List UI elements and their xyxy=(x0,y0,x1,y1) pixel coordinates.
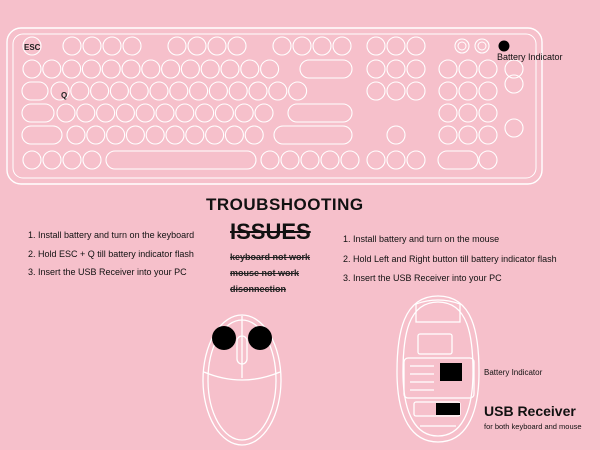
keyboard-key xyxy=(293,37,311,55)
keyboard-key xyxy=(82,60,100,78)
keyboard-keys xyxy=(22,37,523,169)
keyboard-key xyxy=(459,104,477,122)
usb-receiver-note: for both keyboard and mouse xyxy=(484,422,582,431)
usb-receiver-label: USB Receiver xyxy=(484,403,576,419)
keyboard-key xyxy=(186,126,204,144)
keyboard-key xyxy=(241,60,259,78)
keyboard-key xyxy=(439,60,457,78)
keyboard-step: 3. Insert the USB Receiver into your PC xyxy=(28,267,187,277)
keyboard-key xyxy=(407,82,425,100)
keyboard-wide-key xyxy=(438,151,478,169)
keyboard-key xyxy=(110,82,128,100)
keyboard-key xyxy=(367,37,385,55)
keyboard-key xyxy=(281,151,299,169)
keyboard-key xyxy=(387,126,405,144)
keyboard-key xyxy=(126,126,144,144)
keyboard-key xyxy=(479,151,497,169)
keyboard-key xyxy=(142,60,160,78)
keyboard-key xyxy=(215,104,233,122)
keyboard-key xyxy=(235,104,253,122)
keyboard-key xyxy=(63,37,81,55)
keyboard-key xyxy=(91,82,109,100)
keyboard-key xyxy=(269,82,287,100)
keyboard-key xyxy=(122,60,140,78)
keyboard-key xyxy=(102,60,120,78)
keyboard-key xyxy=(407,60,425,78)
keyboard-key xyxy=(367,82,385,100)
keyboard-key xyxy=(341,151,359,169)
keyboard-wide-key xyxy=(22,82,48,100)
keyboard-key xyxy=(130,82,148,100)
keyboard-key xyxy=(166,126,184,144)
keyboard-key xyxy=(387,151,405,169)
keyboard-key xyxy=(136,104,154,122)
keyboard-key xyxy=(63,151,81,169)
keyboard-key xyxy=(229,82,247,100)
keyboard-key xyxy=(387,37,405,55)
keyboard-key xyxy=(479,126,497,144)
mouse-left-button xyxy=(212,326,236,350)
keyboard-key xyxy=(71,82,89,100)
keyboard-key xyxy=(116,104,134,122)
esc-key-label: ESC xyxy=(24,43,41,52)
keyboard-key xyxy=(367,60,385,78)
keyboard-indicator-light xyxy=(455,39,469,53)
keyboard-key xyxy=(479,82,497,100)
keyboard-illustration xyxy=(7,28,542,184)
keyboard-key xyxy=(107,126,125,144)
keyboard-key xyxy=(63,60,81,78)
keyboard-key xyxy=(387,60,405,78)
issue-item: disonnection xyxy=(230,284,286,294)
keyboard-key xyxy=(83,151,101,169)
keyboard-key xyxy=(23,151,41,169)
keyboard-key xyxy=(261,151,279,169)
keyboard-key xyxy=(188,37,206,55)
keyboard-wide-key xyxy=(22,126,62,144)
keyboard-key xyxy=(170,82,188,100)
keyboard-key xyxy=(301,151,319,169)
keyboard-key xyxy=(97,104,115,122)
issue-item: keyboard not work xyxy=(230,252,311,262)
keyboard-key xyxy=(289,82,307,100)
keyboard-key xyxy=(459,126,477,144)
keyboard-key xyxy=(228,37,246,55)
keyboard-key xyxy=(387,82,405,100)
keyboard-key xyxy=(407,151,425,169)
troubleshooting-title: TROUBSHOOTING xyxy=(206,195,364,214)
keyboard-key xyxy=(479,60,497,78)
keyboard-key xyxy=(146,126,164,144)
keyboard-wide-key xyxy=(274,126,352,144)
keyboard-wide-key xyxy=(505,119,523,137)
keyboard-key xyxy=(83,37,101,55)
mouse-battery-indicator xyxy=(440,363,462,381)
keyboard-key xyxy=(333,37,351,55)
keyboard-key xyxy=(43,151,61,169)
keyboard-key xyxy=(103,37,121,55)
keyboard-key xyxy=(87,126,105,144)
keyboard-key xyxy=(181,60,199,78)
keyboard-key xyxy=(123,37,141,55)
mouse-battery-indicator-label: Battery Indicator xyxy=(484,368,543,377)
keyboard-key xyxy=(255,104,273,122)
keyboard-key xyxy=(407,37,425,55)
keyboard-wide-key xyxy=(22,104,54,122)
keyboard-key xyxy=(190,82,208,100)
keyboard-key xyxy=(245,126,263,144)
keyboard-key xyxy=(176,104,194,122)
keyboard-step: 1. Install battery and turn on the keyboard xyxy=(28,230,195,240)
keyboard-key xyxy=(221,60,239,78)
keyboard-key xyxy=(479,104,497,122)
keyboard-key xyxy=(77,104,95,122)
keyboard-key xyxy=(206,126,224,144)
keyboard-wide-key xyxy=(300,60,352,78)
keyboard-key xyxy=(261,60,279,78)
mouse-step: 3. Insert the USB Receiver into your PC xyxy=(343,273,502,283)
keyboard-wide-key xyxy=(106,151,256,169)
issues-heading: ISSUES xyxy=(230,219,311,244)
keyboard-indicator-light xyxy=(475,39,489,53)
keyboard-key xyxy=(67,126,85,144)
keyboard-key xyxy=(23,60,41,78)
keyboard-key xyxy=(209,82,227,100)
keyboard-key xyxy=(459,82,477,100)
keyboard-key xyxy=(367,151,385,169)
keyboard-battery-indicator-label: Battery Indicator xyxy=(497,52,563,62)
keyboard-key xyxy=(273,37,291,55)
mouse-right-button xyxy=(248,326,272,350)
keyboard-key xyxy=(321,151,339,169)
keyboard-key xyxy=(162,60,180,78)
keyboard-key xyxy=(150,82,168,100)
keyboard-key xyxy=(313,37,331,55)
keyboard-battery-indicator xyxy=(499,41,510,52)
q-key-label: Q xyxy=(61,91,68,100)
keyboard-key xyxy=(43,60,61,78)
keyboard-key xyxy=(168,37,186,55)
mouse-bottom-illustration xyxy=(397,296,479,442)
keyboard-key xyxy=(225,126,243,144)
keyboard-key xyxy=(439,82,457,100)
keyboard-step: 2. Hold ESC + Q till battery indicator flash xyxy=(28,249,194,259)
keyboard-key xyxy=(249,82,267,100)
issue-item: mouse not work xyxy=(230,268,300,278)
keyboard-wide-key xyxy=(288,104,352,122)
mouse-step: 2. Hold Left and Right button till battery indicator flash xyxy=(343,254,557,264)
keyboard-key xyxy=(459,60,477,78)
mouse-step: 1. Install battery and turn on the mouse xyxy=(343,234,500,244)
keyboard-key xyxy=(439,126,457,144)
keyboard-key xyxy=(156,104,174,122)
keyboard-key xyxy=(208,37,226,55)
keyboard-key xyxy=(201,60,219,78)
usb-receiver-slot xyxy=(436,403,460,415)
keyboard-key xyxy=(196,104,214,122)
keyboard-key xyxy=(439,104,457,122)
keyboard-key xyxy=(57,104,75,122)
